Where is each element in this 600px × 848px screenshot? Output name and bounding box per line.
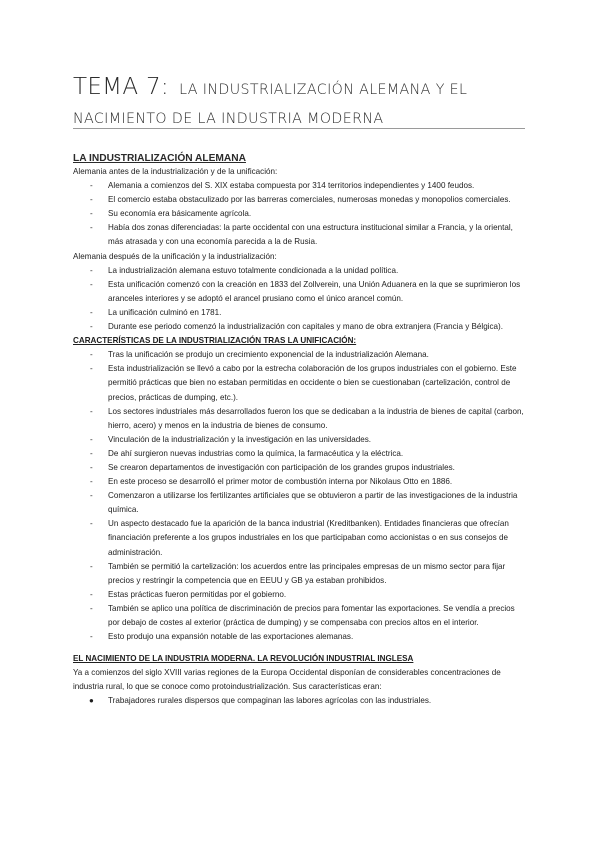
list-item: ● Trabajadores rurales dispersos que compaginan las labores agrícolas con las industriales. bbox=[73, 694, 528, 708]
list-item: - Vinculación de la industrialización y la investigación en las universidades. bbox=[73, 433, 528, 447]
dash-marker: - bbox=[90, 519, 93, 529]
bullet-marker: ● bbox=[89, 696, 94, 706]
dash-marker: - bbox=[90, 364, 93, 374]
dash-marker: - bbox=[90, 491, 93, 501]
dash-marker: - bbox=[90, 603, 93, 613]
dash-marker: - bbox=[90, 434, 93, 444]
dash-marker: - bbox=[90, 561, 93, 571]
dash-marker: - bbox=[90, 350, 93, 360]
dash-marker: - bbox=[90, 477, 93, 487]
dash-marker: - bbox=[90, 406, 93, 416]
protoindustrializacion-intro: Ya a comienzos del siglo XVIII varias regiones de la Europa Occidental disponían de considerables concentraciones de industria rural, lo que se conoce como protoindustrialización. Sus características eran: bbox=[73, 668, 501, 692]
section-heading-industrializacion: LA INDUSTRIALIZACIÓN ALEMANA bbox=[73, 153, 246, 164]
dash-marker: - bbox=[90, 195, 93, 205]
document-title bbox=[73, 72, 543, 130]
dash-marker: - bbox=[90, 322, 93, 332]
list-item: - Esta industrialización se llevó a cabo por la estrecha colaboración de los grupos industriales con el gobierno. Este permitió prácticas que bien no estaban permitidas en occidente o bien se cuestionaban (cartelización, control de precios, prácticas de dumping, etc.). bbox=[90, 364, 517, 402]
dash-marker: - bbox=[90, 589, 93, 599]
list-item: - El comercio estaba obstaculizado por las barreras comerciales, numerosas monedas y monopolios comerciales. bbox=[73, 193, 528, 207]
list-item: - De ahí surgieron nuevas industrias como la química, la farmacéutica y la eléctrica. bbox=[73, 447, 528, 461]
dash-marker: - bbox=[90, 265, 93, 275]
document-body bbox=[73, 152, 528, 709]
protoindustry-list bbox=[73, 694, 528, 708]
before-unification-label: Alemania antes de la industrialización y de la unificación: bbox=[73, 167, 278, 176]
list-item: - En este proceso se desarrolló el primer motor de combustión interna por Nikolaus Otto en 1886. bbox=[73, 475, 528, 489]
dash-marker: - bbox=[90, 209, 93, 219]
list-item: - La industrialización alemana estuvo totalmente condicionada a la unidad política. bbox=[73, 264, 528, 278]
list-item: - Un aspecto destacado fue la aparición de la banca industrial (Kreditbanken). Entidades financieras que ofrecían financiación preferente a los grupos industriales en los que participaban como accionistas o en sus consejos de administración. bbox=[90, 519, 509, 557]
list-item: - Había dos zonas diferenciadas: la parte occidental con una estructura institucional similar a Francia, y la oriental, más atrasada y con una economía parecida a la de Rusia. bbox=[90, 223, 513, 247]
title-divider bbox=[73, 128, 525, 129]
title-topic-number: TEMA 7: bbox=[73, 74, 169, 100]
list-item: - Su economía era básicamente agrícola. bbox=[73, 207, 528, 221]
list-item: - Se crearon departamentos de investigación con participación de los grandes grupos industriales. bbox=[73, 461, 528, 475]
list-item: - Alemania a comienzos del S. XIX estaba compuesta por 314 territorios independientes y 1400 feudos. bbox=[73, 179, 528, 193]
after-unification-label: Alemania después de la unificación y la industrialización: bbox=[73, 251, 277, 261]
dash-marker: - bbox=[90, 223, 93, 233]
dash-marker: - bbox=[90, 307, 93, 317]
dash-marker: - bbox=[90, 279, 93, 289]
list-item: - Tras la unificación se produjo un crecimiento exponencial de la industrialización Alemana. bbox=[73, 348, 528, 362]
title-topic-name: LA INDUSTRIALIZACIÓN ALEMANA Y EL NACIMIENTO DE LA INDUSTRIA MODERNA bbox=[73, 82, 468, 127]
section-heading-industria-moderna: EL NACIMIENTO DE LA INDUSTRIA MODERNA. LA REVOLUCIÓN INDUSTRIAL INGLESA bbox=[73, 654, 414, 664]
list-item: - Estas prácticas fueron permitidas por el gobierno. bbox=[73, 588, 528, 602]
dash-marker: - bbox=[90, 181, 93, 191]
list-item: - La unificación culminó en 1781. bbox=[73, 306, 528, 320]
dash-marker: - bbox=[90, 632, 93, 642]
list-item: - También se aplico una política de discriminación de precios para fomentar las exportaciones. Se vendía a precios por debajo de costes al exterior (práctica de dumping) y se compensaba con precios altos en el interior. bbox=[90, 603, 515, 627]
list-item: - También se permitió la cartelización: los acuerdos entre las principales empresas de un mismo sector para fijar precios y restringir la competencia que en EEUU y GB ya estaban prohibidos. bbox=[90, 561, 506, 585]
list-item: - Esto produjo una expansión notable de las exportaciones alemanas. bbox=[73, 630, 528, 644]
list-item: - Comenzaron a utilizarse los fertilizantes artificiales que se obtuvieron a partir de las investigaciones de la industria química. bbox=[90, 491, 518, 515]
list-item: - Esta unificación comenzó con la creación en 1833 del Zollverein, una Unión Aduanera en la que se suprimieron los aranceles interiores y se adoptó el arancel prusiano como el único arancel común. bbox=[90, 279, 521, 303]
dash-marker: - bbox=[90, 448, 93, 458]
after-unification-list bbox=[73, 264, 528, 334]
before-unification-list bbox=[73, 179, 528, 249]
dash-marker: - bbox=[90, 462, 93, 472]
list-item: - Los sectores industriales más desarrollados fueron los que se dedicaban a la industria de bienes de capital (carbon, hierro, acero) y menos en la industria de bienes de consumo. bbox=[90, 406, 524, 430]
section-heading-caracteristicas: CARACTERÍSTICAS DE LA INDUSTRIALIZACIÓN TRAS LA UNIFICACIÓN: bbox=[73, 336, 357, 346]
characteristics-list bbox=[73, 348, 528, 644]
list-item: - Durante ese periodo comenzó la industrialización con capitales y mano de obra extranjera (Francia y Bélgica). bbox=[73, 320, 528, 334]
